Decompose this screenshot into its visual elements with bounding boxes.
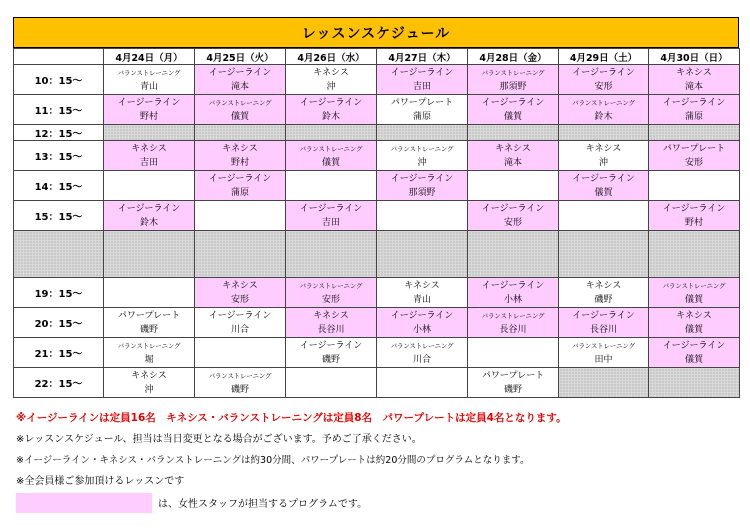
program-name: キネシス: [313, 310, 349, 321]
lesson-cell: [286, 201, 377, 231]
legend-text: は、女性スタッフが担当するプログラムです。: [158, 499, 368, 510]
lesson-cell: [104, 65, 195, 95]
duration-note: ※イージーライン・キネシス・バランストレーニングは約30分間、パワープレートは約20分間のプログラムとなります。: [16, 455, 530, 466]
schedule-row: [14, 308, 740, 338]
staff-name: 滝本: [503, 157, 522, 168]
closed-slot: [286, 231, 377, 278]
program-name: バランストレーニング: [662, 281, 726, 290]
schedule-row: [14, 368, 740, 398]
staff-name: 長谷川: [317, 324, 345, 335]
staff-name: 磯野: [503, 384, 522, 395]
staff-name: 蒲原: [684, 111, 703, 122]
staff-name: 儀賀: [684, 294, 703, 305]
closed-slot: [559, 368, 649, 398]
empty-slot: [468, 171, 559, 201]
staff-name: 沖: [417, 157, 427, 168]
program-name: イージーライン: [299, 340, 363, 351]
program-name: イージーライン: [299, 203, 363, 214]
staff-name: 青山: [412, 294, 431, 305]
empty-slot: [104, 278, 195, 308]
lesson-cell: [286, 65, 377, 95]
lesson-cell: [468, 308, 559, 338]
program-name: イージーライン: [390, 310, 454, 321]
staff-name: 川合: [230, 324, 249, 335]
schedule-row: [14, 201, 740, 231]
empty-slot: [649, 171, 740, 201]
program-name: バランストレーニング: [481, 68, 545, 77]
staff-name: 蒲原: [230, 187, 249, 198]
lesson-cell: [468, 278, 559, 308]
female-staff-legend: [16, 492, 736, 513]
closed-slot: [286, 125, 377, 141]
staff-name: 安形: [503, 217, 522, 228]
schedule-row: [14, 278, 740, 308]
staff-name: 安形: [321, 294, 340, 305]
program-name: バランストレーニング: [390, 341, 454, 350]
staff-name: 沖: [144, 384, 154, 395]
program-name: イージーライン: [572, 67, 635, 78]
time-label: 22：15～: [14, 368, 104, 398]
lesson-cell: [468, 65, 559, 95]
staff-name: 田中: [594, 354, 613, 365]
empty-slot: [104, 171, 195, 201]
program-name: イージーライン: [117, 203, 181, 214]
lesson-cell: [559, 141, 649, 171]
program-name: イージーライン: [117, 97, 181, 108]
empty-slot: [195, 338, 286, 368]
time-label: 13：15～: [14, 141, 104, 171]
program-name: キネシス: [222, 280, 258, 291]
program-name: イージーライン: [572, 173, 635, 184]
staff-name: 儀賀: [684, 354, 703, 365]
staff-name: 磯野: [594, 294, 613, 305]
staff-name: 小林: [412, 324, 431, 335]
program-name: キネシス: [585, 280, 622, 291]
staff-name: 安形: [684, 157, 703, 168]
lesson-cell: [104, 308, 195, 338]
staff-name: 川合: [412, 354, 431, 365]
lesson-cell: [195, 368, 286, 398]
schedule-row: [14, 171, 740, 201]
program-name: イージーライン: [390, 173, 454, 184]
closed-slot: [468, 231, 559, 278]
time-label: 11：15～: [14, 95, 104, 125]
closed-slot: [377, 125, 468, 141]
program-name: バランストレーニング: [117, 68, 181, 77]
closed-slot: [104, 125, 195, 141]
lesson-cell: [104, 338, 195, 368]
closed-slot: [104, 231, 195, 278]
program-name: バランストレーニング: [481, 311, 545, 320]
program-name: パワープレート: [117, 310, 181, 321]
pink-legend-swatch: [16, 493, 152, 513]
all-members-note: ※全会員様ご参加頂けるレッスンです: [16, 476, 185, 487]
closed-slot: [377, 231, 468, 278]
staff-name: 青山: [139, 81, 158, 92]
program-name: キネシス: [495, 143, 531, 154]
staff-name: 滝本: [684, 81, 703, 92]
capacity-note: ※イージーラインは定員16名 キネシス・バランストレーニングは定員8名 パワープレートは定員4名となります。: [16, 412, 567, 424]
program-name: バランストレーニング: [572, 98, 635, 107]
program-name: キネシス: [585, 143, 622, 154]
lesson-cell: [559, 338, 649, 368]
lesson-cell: [468, 141, 559, 171]
day-header: 4月24日（月）: [104, 49, 195, 65]
staff-name: 蒲原: [412, 111, 431, 122]
empty-slot: [468, 338, 559, 368]
program-name: キネシス: [131, 370, 167, 381]
lesson-cell: [649, 338, 740, 368]
lesson-cell: [195, 141, 286, 171]
day-header: 4月29日（土）: [559, 49, 649, 65]
empty-slot: [286, 171, 377, 201]
lesson-cell: [559, 278, 649, 308]
program-name: バランストレーニング: [208, 371, 272, 380]
program-name: バランストレーニング: [572, 341, 635, 350]
staff-name: 那須野: [499, 81, 527, 92]
time-label: [14, 231, 104, 278]
empty-slot: [377, 201, 468, 231]
lesson-cell: [104, 201, 195, 231]
lesson-cell: [468, 201, 559, 231]
staff-name: 吉田: [139, 157, 158, 168]
lesson-cell: [286, 308, 377, 338]
lesson-cell: [377, 171, 468, 201]
staff-name: 鈴木: [139, 217, 158, 228]
lesson-cell: [104, 95, 195, 125]
schedule-row: [14, 231, 740, 278]
schedule-container: [13, 17, 739, 398]
staff-name: 磯野: [321, 354, 340, 365]
lesson-cell: [195, 65, 286, 95]
program-name: パワープレート: [390, 97, 454, 108]
program-name: バランストレーニング: [299, 281, 363, 290]
schedule-title: レッスンスケジュール: [13, 17, 739, 48]
staff-name: 野村: [139, 111, 158, 122]
program-name: イージーライン: [481, 280, 545, 291]
change-note: ※レッスンスケジュール、担当は当日変更となる場合がございます。予めご了承ください。: [16, 434, 422, 445]
program-name: イージーライン: [572, 310, 635, 321]
program-name: バランストレーニング: [208, 98, 272, 107]
lesson-cell: [649, 65, 740, 95]
lesson-cell: [195, 95, 286, 125]
time-label: 19：15～: [14, 278, 104, 308]
lesson-cell: [377, 338, 468, 368]
schedule-row: [14, 95, 740, 125]
lesson-cell: [286, 95, 377, 125]
program-name: キネシス: [676, 310, 712, 321]
staff-name: 長谷川: [499, 324, 527, 335]
closed-slot: [559, 125, 649, 141]
empty-slot: [559, 201, 649, 231]
lesson-cell: [377, 278, 468, 308]
program-name: パワープレート: [481, 370, 545, 381]
lesson-cell: [377, 95, 468, 125]
day-header: 4月25日（火）: [195, 49, 286, 65]
header-corner: [14, 49, 104, 65]
program-name: イージーライン: [208, 67, 272, 78]
schedule-row: [14, 141, 740, 171]
program-name: バランストレーニング: [299, 144, 363, 153]
lesson-cell: [286, 141, 377, 171]
staff-name: 鈴木: [321, 111, 340, 122]
program-name: イージーライン: [662, 97, 726, 108]
staff-name: 鈴木: [594, 111, 613, 122]
staff-name: 長谷川: [589, 324, 617, 335]
lesson-cell: [649, 95, 740, 125]
schedule-table: [13, 48, 740, 398]
day-header: 4月30日（日）: [649, 49, 740, 65]
lesson-cell: [649, 201, 740, 231]
staff-name: 吉田: [412, 81, 431, 92]
lesson-cell: [104, 141, 195, 171]
program-name: イージーライン: [662, 340, 726, 351]
day-header: 4月27日（木）: [377, 49, 468, 65]
staff-name: 吉田: [321, 217, 340, 228]
lesson-cell: [286, 278, 377, 308]
closed-slot: [649, 231, 740, 278]
time-label: 14：15～: [14, 171, 104, 201]
lesson-cell: [649, 308, 740, 338]
closed-slot: [559, 231, 649, 278]
time-label: 15：15～: [14, 201, 104, 231]
time-label: 10：15～: [14, 65, 104, 95]
staff-name: 沖: [598, 157, 608, 168]
staff-name: 安形: [594, 81, 613, 92]
program-name: キネシス: [131, 143, 167, 154]
program-name: イージーライン: [481, 97, 545, 108]
lesson-cell: [468, 95, 559, 125]
schedule-body: [14, 65, 740, 398]
closed-slot: [195, 231, 286, 278]
staff-name: 儀賀: [321, 157, 340, 168]
staff-name: 磯野: [139, 324, 158, 335]
staff-name: 儀賀: [503, 111, 522, 122]
staff-name: 儀賀: [684, 324, 703, 335]
program-name: イージーライン: [299, 97, 363, 108]
program-name: イージーライン: [662, 203, 726, 214]
lesson-cell: [559, 171, 649, 201]
closed-slot: [649, 368, 740, 398]
program-name: バランストレーニング: [117, 341, 181, 350]
schedule-row: [14, 338, 740, 368]
program-name: キネシス: [676, 67, 712, 78]
staff-name: 滝本: [230, 81, 249, 92]
time-label: 21：15～: [14, 338, 104, 368]
schedule-row: [14, 65, 740, 95]
lesson-cell: [649, 278, 740, 308]
program-name: イージーライン: [208, 173, 272, 184]
program-name: キネシス: [313, 67, 349, 78]
staff-name: 沖: [326, 81, 336, 92]
schedule-row: [14, 125, 740, 141]
staff-name: 那須野: [408, 187, 436, 198]
time-label: 12：15～: [14, 125, 104, 141]
day-header: 4月26日（水）: [286, 49, 377, 65]
lesson-cell: [559, 308, 649, 338]
program-name: キネシス: [404, 280, 440, 291]
staff-name: 小林: [503, 294, 522, 305]
lesson-cell: [468, 368, 559, 398]
lesson-cell: [104, 368, 195, 398]
staff-name: 磯野: [230, 384, 249, 395]
empty-slot: [286, 368, 377, 398]
staff-name: 儀賀: [230, 111, 249, 122]
program-name: バランストレーニング: [390, 144, 454, 153]
program-name: キネシス: [222, 143, 258, 154]
lesson-cell: [195, 171, 286, 201]
closed-slot: [468, 125, 559, 141]
closed-slot: [649, 125, 740, 141]
day-header-row: [14, 49, 740, 65]
lesson-cell: [195, 308, 286, 338]
empty-slot: [377, 368, 468, 398]
program-name: イージーライン: [481, 203, 545, 214]
staff-name: 安形: [230, 294, 249, 305]
empty-slot: [195, 201, 286, 231]
lesson-cell: [377, 65, 468, 95]
lesson-cell: [377, 308, 468, 338]
time-label: 20：15～: [14, 308, 104, 338]
lesson-cell: [649, 141, 740, 171]
lesson-cell: [377, 141, 468, 171]
program-name: イージーライン: [390, 67, 454, 78]
staff-name: 野村: [684, 217, 703, 228]
lesson-cell: [559, 95, 649, 125]
day-header: 4月28日（金）: [468, 49, 559, 65]
program-name: パワープレート: [662, 143, 726, 154]
program-name: イージーライン: [208, 310, 272, 321]
closed-slot: [195, 125, 286, 141]
staff-name: 野村: [230, 157, 249, 168]
staff-name: 堀: [144, 354, 154, 365]
lesson-cell: [286, 338, 377, 368]
lesson-cell: [559, 65, 649, 95]
notes-section: [16, 408, 736, 513]
staff-name: 儀賀: [594, 187, 613, 198]
lesson-cell: [195, 278, 286, 308]
